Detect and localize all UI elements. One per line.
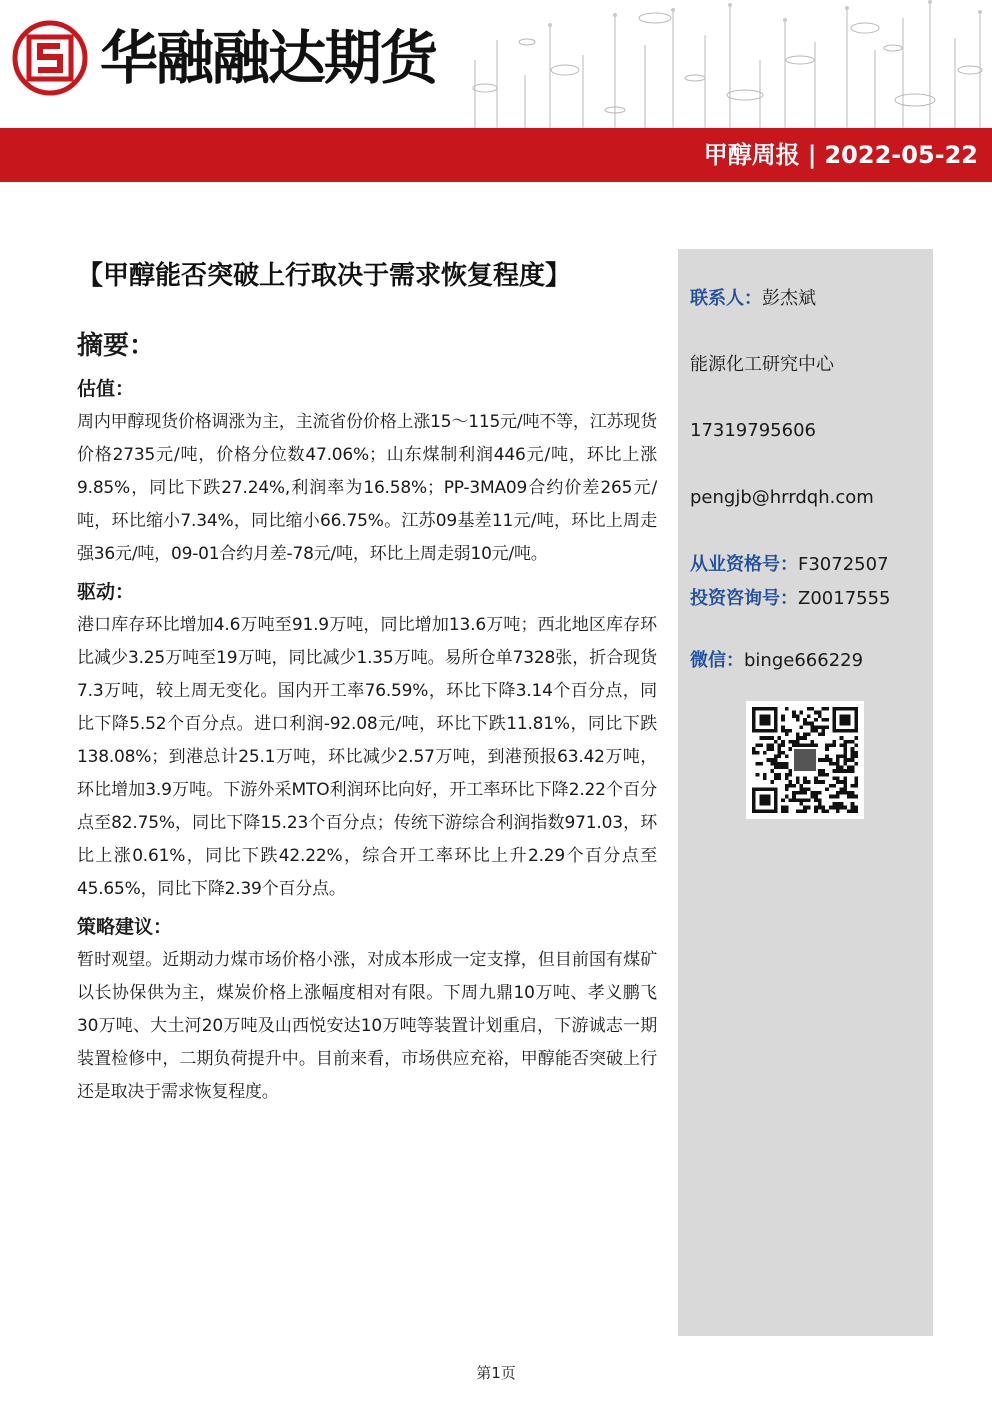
consulting-number: Z0017555 xyxy=(798,588,891,609)
phone-number: 17319795606 xyxy=(690,420,816,441)
consulting-row xyxy=(690,586,891,612)
main-content xyxy=(77,252,657,1109)
huarong-logo-icon xyxy=(12,20,88,96)
abstract-heading: 摘要： xyxy=(77,331,156,361)
contact-row xyxy=(690,286,816,312)
contact-label: 联系人： xyxy=(690,288,762,309)
section-text-valuation: 周内甲醇现货价格调涨为主，主流省份价格上涨15～115元/吨不等，江苏现货价格2735元/吨，价格分位数47.06%；山东煤制利润446元/吨，环比上涨9.85%，同比下跌27.24%,利润率为16.58%；PP-3MA09合约价差265元/吨，环比缩小7.34%，同比缩小66.75%。江苏09基差11元/吨，环比上周走强36元/吨，09-01合约月差-78元/吨，环比上周走弱10元/吨。 xyxy=(77,412,657,564)
report-type: 甲醇周报 xyxy=(703,141,800,169)
wechat-label: 微信： xyxy=(690,650,744,671)
wechat-row xyxy=(690,648,863,674)
wechat-id: binge666229 xyxy=(744,650,864,671)
header-decoration xyxy=(455,0,992,128)
company-name: 华融融达期货 xyxy=(100,24,437,92)
report-header xyxy=(0,0,992,182)
section-text-drivers: 港口库存环比增加4.6万吨至91.9万吨，同比增加13.6万吨；西北地区库存环比减少3.25万吨至19万吨，同比减少1.35万吨。易所仓单7328张，折合现货7.3万吨，较上周无变化。国内开工率76.59%，环比下降3.14个百分点，同比下降5.52个百分点。进口利润-92.08元/吨，环比下跌11.81%，同比下跌138.08%；到港总计25.1万吨，环比减少2.57万吨，到港预报63.42万吨，环比增加3.9万吨。下游外采MTO利润环比向好，开工率环比下降2.22个百分点至82.75%，同比下降15.23个百分点；传统下游综合利润指数971.03，环比上涨0.61%，同比下跌42.22%，综合开工率环比上升2.29个百分点至45.65%，同比下降2.39个百分点。 xyxy=(77,615,657,899)
consulting-label: 投资咨询号： xyxy=(690,588,798,609)
page-number: 第1页 xyxy=(476,1364,516,1382)
section-heading-drivers: 驱动： xyxy=(77,581,135,603)
section-heading-valuation: 估值： xyxy=(77,378,135,400)
email-link[interactable]: pengjb@hrrdqh.com xyxy=(690,487,874,508)
contact-name: 彭杰斌 xyxy=(762,288,816,309)
document-title: 【甲醇能否突破上行取决于需求恢复程度】 xyxy=(77,261,572,291)
qualification-row xyxy=(690,552,889,578)
section-heading-strategy: 策略建议： xyxy=(77,916,173,938)
qualification-label: 从业资格号： xyxy=(690,554,798,575)
department: 能源化工研究中心 xyxy=(690,354,834,375)
title-separator: | xyxy=(807,141,817,169)
wechat-qr-code-icon xyxy=(746,701,864,819)
report-date: 2022-05-22 xyxy=(824,141,978,169)
contact-sidebar xyxy=(678,249,933,1336)
report-tag xyxy=(704,128,978,182)
qualification-number: F3072507 xyxy=(798,554,889,575)
section-text-strategy: 暂时观望。近期动力煤市场价格小涨，对成本形成一定支撑，但目前国有煤矿以长协保供为主，煤炭价格上涨幅度相对有限。下周九鼎10万吨、孝义鹏飞30万吨、大土河20万吨及山西悦安达10万吨等装置计划重启，下游诚志一期装置检修中，二期负荷提升中。目前来看，市场供应充裕，甲醇能否突破上行还是取决于需求恢复程度。 xyxy=(77,950,657,1102)
